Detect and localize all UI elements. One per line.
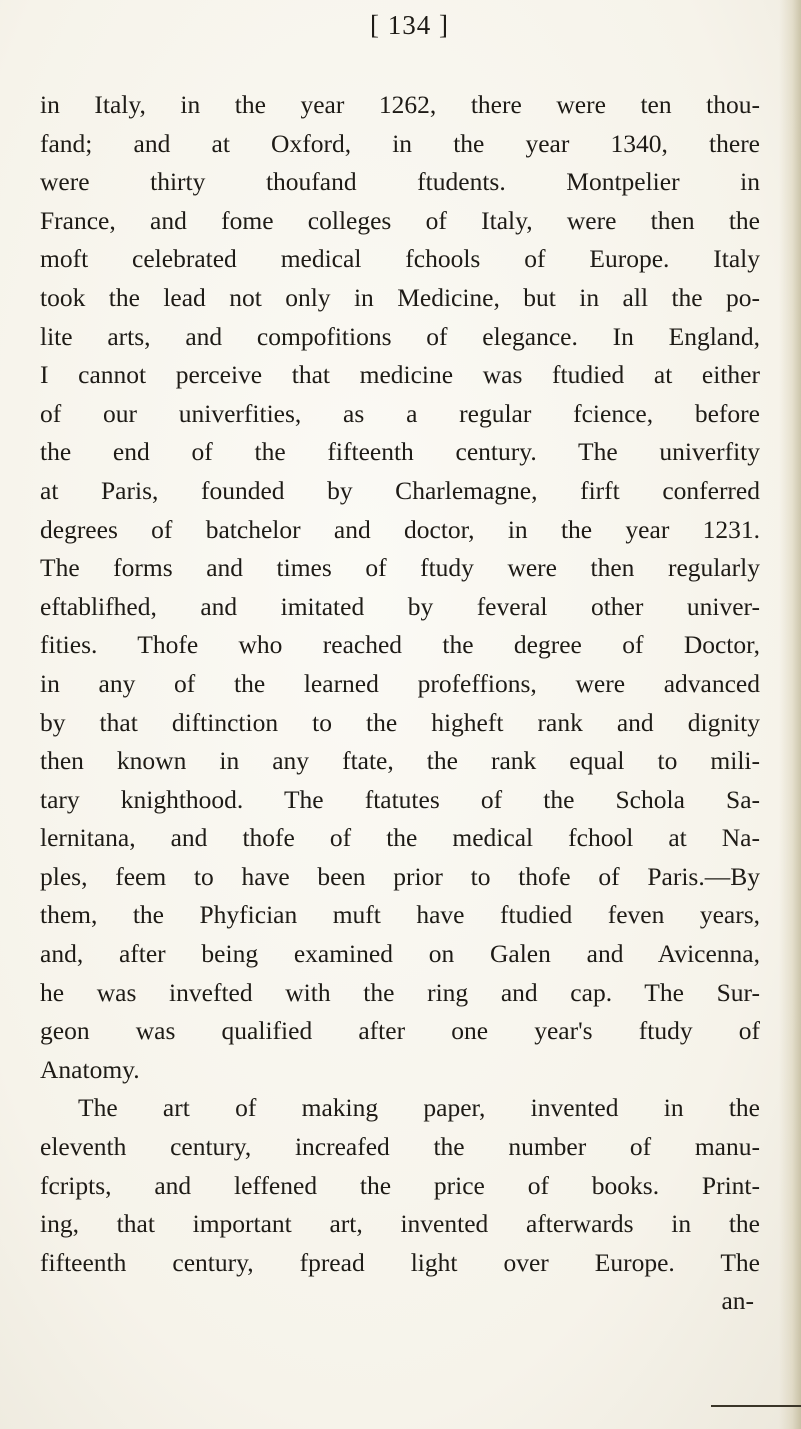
text-line: ples, feem to have been prior to thofe of Paris.—By xyxy=(40,861,760,891)
body-text xyxy=(40,86,760,1321)
catchword: an- xyxy=(721,1286,754,1316)
text-line: The art of making paper, invented in the xyxy=(78,1093,760,1123)
text-line: fities. Thofe who reached the degree of Doctor, xyxy=(40,630,760,660)
text-line: then known in any ftate, the rank equal to mili- xyxy=(40,746,760,776)
text-line: tary knighthood. The ftatutes of the Schola Sa- xyxy=(40,784,760,814)
text-line: by that diftinction to the higheft rank and dignity xyxy=(40,707,760,737)
text-line: he was invefted with the ring and cap. The Sur- xyxy=(40,977,760,1007)
text-line: them, the Phyfician muft have ftudied feven years, xyxy=(40,900,760,930)
text-line: fand; and at Oxford, in the year 1340, there xyxy=(40,128,760,158)
page-edge-rule xyxy=(711,1405,801,1407)
text-line: lernitana, and thofe of the medical fchool at Na- xyxy=(40,823,760,853)
text-line: eleventh century, increafed the number of manu- xyxy=(40,1132,760,1162)
text-line: moft celebrated medical fchools of Europe. Italy xyxy=(40,244,760,274)
page-number-header: [ 134 ] xyxy=(370,10,449,40)
text-line: fifteenth century, fpread light over Europe. The xyxy=(40,1247,760,1277)
text-line: took the lead not only in Medicine, but in all the po- xyxy=(40,282,760,312)
text-line: fcripts, and leffened the price of books. Print- xyxy=(40,1170,760,1200)
text-line: and, after being examined on Galen and Avicenna, xyxy=(40,939,760,969)
text-line: ing, that important art, invented afterwards in the xyxy=(40,1209,760,1239)
text-line: geon was qualified after one year's ftudy of xyxy=(40,1016,760,1046)
text-line: France, and fome colleges of Italy, were then the xyxy=(40,205,760,235)
text-line: of our univerfities, as a regular fcience, before xyxy=(40,398,760,428)
text-line: Anatomy. xyxy=(40,1054,140,1084)
text-line: I cannot perceive that medicine was ftudied at either xyxy=(40,360,760,390)
text-line: at Paris, founded by Charlemagne, firft conferred xyxy=(40,475,760,505)
text-line: The forms and times of ftudy were then regularly xyxy=(40,553,760,583)
text-line: lite arts, and compofitions of elegance. In England, xyxy=(40,321,760,351)
text-line: in Italy, in the year 1262, there were ten thou- xyxy=(40,90,760,119)
page-edge-shadow xyxy=(779,0,801,1429)
text-line: eftablifhed, and imitated by feveral other univer- xyxy=(40,591,760,621)
text-line: degrees of batchelor and doctor, in the year 1231. xyxy=(40,514,760,544)
text-line: in any of the learned profeffions, were advanced xyxy=(40,668,760,698)
text-line: were thirty thoufand ftudents. Montpelier in xyxy=(40,167,760,197)
text-line: the end of the fifteenth century. The univerfity xyxy=(40,437,760,467)
